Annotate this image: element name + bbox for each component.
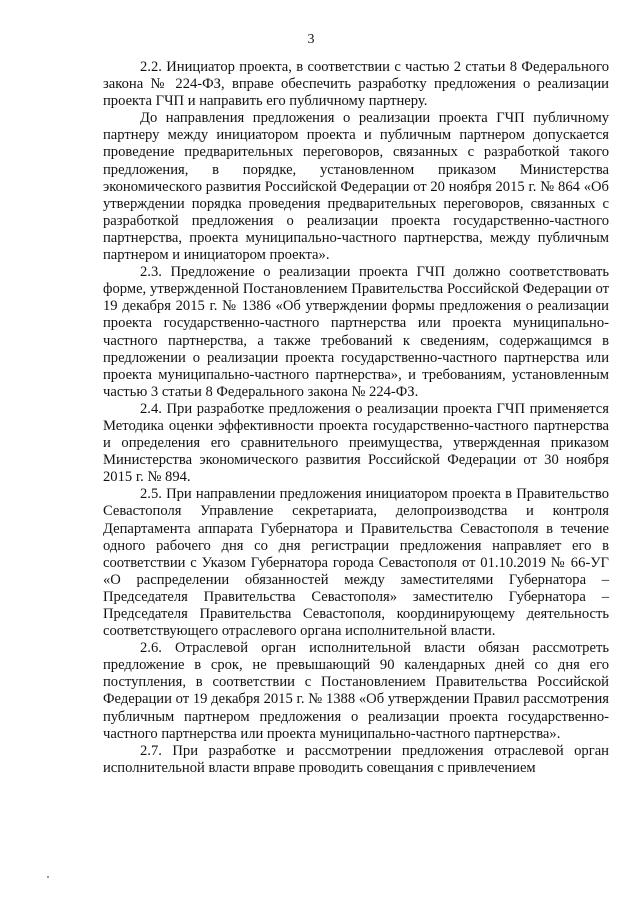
paragraph-2-3: 2.3. Предложение о реализации проекта ГЧП должно соответствовать форме, утвержденной Постановлением Правительства Российской Федерации от 19 декабря 2015 г. № 1386 «Об утверждении формы предложения о реализации проекта государственно-частного партнерства или проекта муниципально-частного партнерства, а также требований к сведениям, содержащимся в предложении о реализации проекта государственно-частного партнерства или проекта муниципально-частного партнерства», и требованиям, установленным частью 3 статьи 8 Федерального закона № 224-ФЗ. [103, 264, 609, 400]
paragraph-2-2-negotiations: До направления предложения о реализации проекта ГЧП публичному партнеру между инициатором проекта и публичным партнером допускается проведение предварительных переговоров, связанных с разработкой такого предложения, в порядке, установленном приказом Министерства экономического развития Российской Федерации от 20 ноября 2015 г. № 864 «Об утверждении порядка проведения предварительных переговоров, связанных с разработкой предложения о реализации проекта государственно-частного партнерства, проекта муниципально-частного партнерства, между публичным партнером и инициатором проекта». [103, 110, 609, 264]
paragraph-2-2: 2.2. Инициатор проекта, в соответствии с частью 2 статьи 8 Федерального закона № 224-ФЗ, вправе обеспечить разработку предложения о реализации проекта ГЧП и направить его публичному партнеру. [103, 59, 609, 110]
page-number: 3 [307, 32, 315, 47]
document-body [103, 59, 609, 777]
paragraph-2-7: 2.7. При разработке и рассмотрении предложения отраслевой орган исполнительной власти вправе проводить совещания с привлечением [103, 742, 609, 776]
paragraph-2-4: 2.4. При разработке предложения о реализации проекта ГЧП применяется Методика оценки эффективности проекта государственно-частного партнерства и определения его сравнительного преимущества, утвержденная приказом Министерства экономического развития Российской Федерации от 30 ноября 2015 г. № 894. [103, 400, 609, 486]
paragraph-2-5: 2.5. При направлении предложения инициатором проекта в Правительство Севастополя Управление секретариата, делопроизводства и контроля Департамента аппарата Губернатора и Правительства Севастополя в течение одного рабочего дня со дня регистрации предложения направляет его в соответствии с Указом Губернатора города Севастополя от 01.10.2019 № 66-УГ «О распределении обязанностей между заместителями Губернатора – Председателя Правительства Севастополя» заместителю Губернатора – Председателя Правительства Севастополя, координирующему деятельность соответствующего отраслевого органа исполнительной власти. [103, 486, 609, 640]
scan-speck [47, 876, 49, 878]
paragraph-2-6: 2.6. Отраслевой орган исполнительной власти обязан рассмотреть предложение в срок, не превышающий 90 календарных дней со дня его поступления, в соответствии с Постановлением Правительства Российской Федерации от 19 декабря 2015 г. № 1388 «Об утверждении Правил рассмотрения публичным партнером предложения о реализации проекта государственно-частного партнерства или проекта муниципально-частного партнерства». [103, 640, 609, 742]
